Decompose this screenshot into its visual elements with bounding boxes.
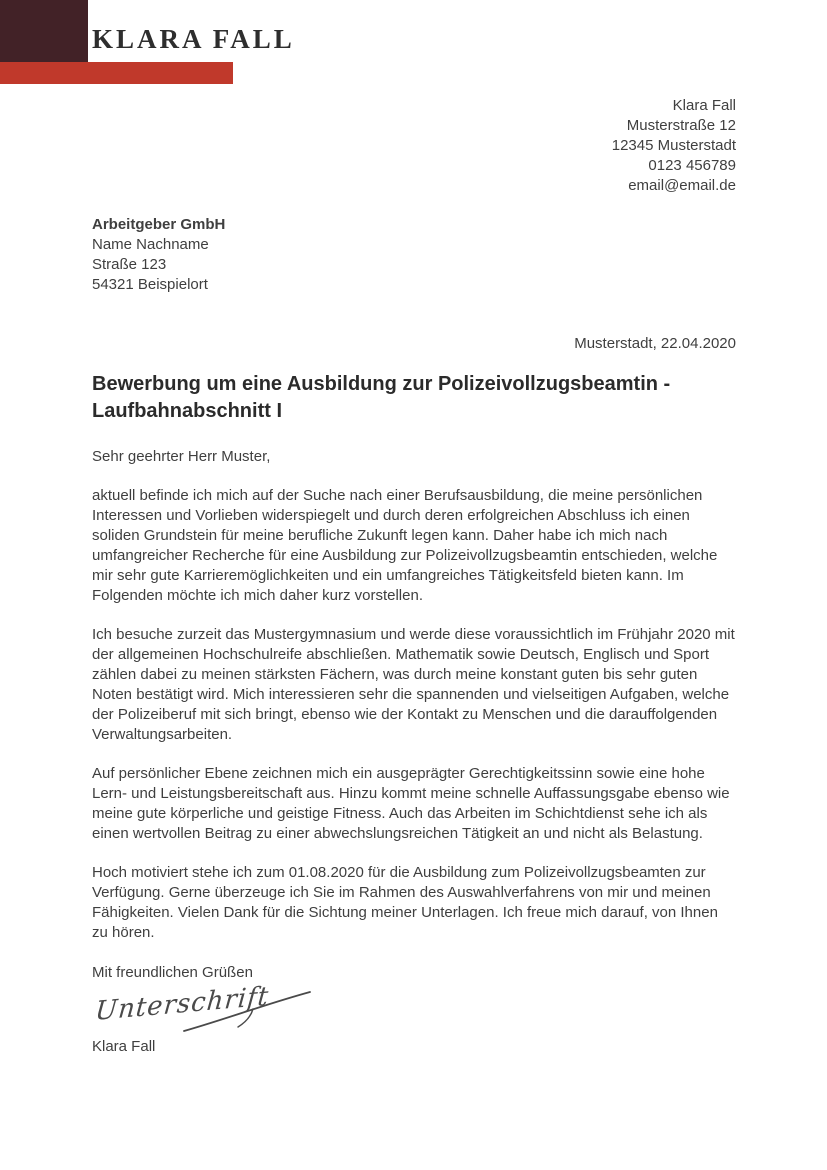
sender-email: email@email.de [628,177,736,194]
letterhead [0,0,827,84]
salutation: Sehr geehrter Herr Muster, [92,448,271,465]
sender-name: Klara Fall [672,97,736,114]
brand-color-block [0,0,88,62]
sender-phone: 0123 456789 [648,157,736,174]
brand-name: KLARA FALL [92,24,295,54]
signature-handwriting: Unterschrift [94,981,271,1027]
date-line: Musterstadt, 22.04.2020 [574,335,736,352]
recipient-address-block [92,215,736,295]
recipient-city: 54321 Beispielort [92,276,208,293]
sender-city: 12345 Musterstadt [611,137,736,154]
body-paragraph-4: Hoch motiviert stehe ich zum 01.08.2020 für die Ausbildung zum Polizeivollzugsbeamten zur Verfügung. Gerne überzeuge ich Sie im Rahmen des Auswahlverfahrens von mir und meinen Fähigkeiten. Vielen Dank für die Sichtung meiner Unterlagen. Ich freue mich darauf, von Ihnen zu hören. [92,864,718,941]
sender-street: Musterstraße 12 [626,117,736,134]
signature [88,981,338,1035]
recipient-contact-name: Name Nachname [92,236,209,253]
brand-accent-bar [0,62,233,84]
sender-address-block [0,96,736,196]
recipient-street: Straße 123 [92,256,167,273]
closing-phrase: Mit freundlichen Grüßen [92,964,253,981]
body-paragraph-1: aktuell befinde ich mich auf der Suche nach einer Berufsausbildung, die meine persönlichen Interessen und Vorlieben widerspiegelt und durch deren erfolgreichen Abschluss ich einen soliden Grundstein für meine berufliche Zukunft legen kann. Daher habe ich mich nach umfangreicher Recherche für eine Ausbildung zur Polizeivollzugsbeamtin entschieden, welche mir sehr gute Karrieremöglichkeiten und ein umfangreiches Tätigkeitsfeld bieten kann. Im Folgenden möchte ich mich daher kurz vorstellen. [92,487,718,604]
body-paragraph-3: Auf persönlicher Ebene zeichnen mich ein ausgeprägter Gerechtigkeitssinn sowie eine hohe Lern- und Leistungsbereitschaft aus. Hinzu kommt meine schnelle Auffassungsgabe ebenso wie meine gute körperliche und geistige Fitness. Auch das Arbeiten im Schichtdienst sehe ich als einen wertvollen Beitrag zu einer abwechslungsreichen Tätigkeit an und nicht als Belastung. [92,765,730,842]
signature-name: Klara Fall [92,1038,156,1055]
subject-line: Bewerbung um eine Ausbildung zur Polizeivollzugsbeamtin - Laufbahnabschnitt I [92,373,671,422]
body-paragraph-2: Ich besuche zurzeit das Mustergymnasium und werde diese voraussichtlich im Frühjahr 2020 mit der allgemeinen Hochschulreife abschließen. Mathematik sowie Deutsch, Englisch und Sport zählen dabei zu meinen stärksten Fächern, was durch meine konstant guten bis sehr guten Noten bestätigt wird. Mich interessieren sehr die spannenden und vielseitigen Aufgaben, welche der Polizeiberuf mit sich bringt, ebenso wie der Kontakt zu Menschen und die darauffolgenden Verwaltungsarbeiten. [92,626,735,743]
recipient-company: Arbeitgeber GmbH [92,216,226,233]
